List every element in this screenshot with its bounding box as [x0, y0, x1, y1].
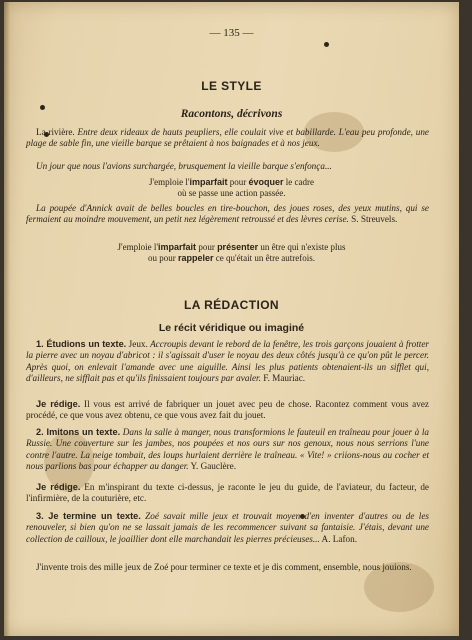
grammar-note-line	[4, 242, 459, 253]
author-name: S. Streuvels.	[348, 214, 398, 225]
note-keyword: présenter	[217, 242, 259, 252]
author-name: Y. Gauclère.	[188, 460, 237, 471]
redige-1	[26, 399, 429, 422]
paragraph-barque	[26, 161, 429, 172]
exercise-1	[26, 339, 429, 384]
paragraph-text: Un jour que nous l'avions surchargée, brusquement la vieille barque s'enfonça...	[36, 161, 332, 171]
section-title-redaction: LA RÉDACTION	[183, 298, 280, 312]
note-keyword: imparfait	[158, 242, 197, 252]
redige-label: Je rédige.	[36, 399, 81, 409]
note-text: un être qui n'existe plus	[258, 242, 346, 252]
exercise-text: Zoé savait mille jeux et trouvait moyen d'en inventer d'autres ou de les renouveler, si bien qu'on ne se lassait jamais de les recommencer suivant sa fantaisie. J'étais, devant une collection de cailloux, le joaillier dont elle marchandait les pierres précieuses...	[26, 511, 429, 544]
exercise-text: Accroupis devant le rebord de la fenêtre, les trois garçons jouaient à frotter la pierre avec un noyau d'abricot : il s'agissait d'user le noyau des deux côtés jusqu'à ce qu'on pût le percer. Après quoi, on enlevait l'amande avec une aiguille. Ainsi les plus patients obtenaient-ils un sifflet qui, d'ailleurs, ne sifflait pas et qu'ils finissaient toujours par avaler.	[26, 339, 430, 383]
redige-text: En m'inspirant du texte ci-dessus, je raconte le jeu du guide, de l'aviateur, du facteur, de l'infirmière, de la couturière, etc.	[26, 482, 429, 504]
note-text: le cadre	[283, 177, 314, 187]
grammar-note-line	[4, 253, 459, 264]
exercise-3	[26, 511, 429, 545]
grammar-note-2	[4, 242, 459, 264]
note-text: ou pour	[147, 253, 178, 263]
note-text: pour	[196, 242, 218, 252]
page-number: — 135 —	[209, 27, 254, 39]
grammar-note-1	[4, 177, 459, 199]
note-text: ce qu'était un être autrefois.	[213, 253, 316, 263]
paragraph-riviere	[26, 127, 429, 150]
section-subtitle-style: Racontons, décrivons	[180, 108, 283, 120]
redige-label: Je rédige.	[36, 482, 81, 492]
note-text: pour	[227, 177, 249, 187]
note-text: J'emploie l'	[148, 177, 190, 187]
book-page	[4, 2, 459, 636]
paragraph-lead: La rivière.	[36, 127, 75, 137]
final-text: J'invente trois des mille jeux de Zoé pour terminer ce texte et je dis comment, ensemble, nous jouions.	[36, 562, 412, 572]
paragraph-poupee	[26, 203, 429, 226]
exercise-label: 1. Étudions un texte.	[36, 339, 127, 349]
exercise-label: 3. Je termine un texte.	[36, 511, 141, 521]
section-title-style: LE STYLE	[201, 79, 262, 93]
final-instruction	[26, 562, 429, 573]
section-subtitle-redaction: Le récit véridique ou imaginé	[158, 322, 305, 334]
note-keyword: imparfait	[189, 177, 228, 187]
author-name: F. Mauriac.	[260, 372, 306, 383]
exercise-label: 2. Imitons un texte.	[36, 427, 121, 437]
binding-shadow	[4, 2, 10, 636]
note-text: J'emploie l'	[117, 242, 159, 252]
exercise-heading: Jeux.	[126, 339, 148, 349]
paper-hole	[324, 42, 329, 47]
redige-text: Il vous est arrivé de fabriquer un jouet avec peu de chose. Racontez comment vous avez procédé, ce que vous avez obtenu, ce que vous avez fait du jouet.	[26, 399, 429, 421]
paragraph-text: La poupée d'Annick avait de belles boucles en tire-bouchon, des joues roses, des yeux mutins, qui se fermaient au moindre mouvement, un petit nez légèrement retroussé et des lèvres cerise.	[26, 203, 429, 225]
exercise-text: Dans la salle à manger, nous transformions le fauteuil en traîneau pour jouer à la Russie. Une couverture sur les jambes, nos poupées et nos ours sur nos genoux, nous nous serrions l'une contre l'autre. La neige tombait, des loups hurlaient derrière le traîneau. « Vite! » criions-nous au cocher et nous parlions bas pour échapper au danger.	[26, 427, 429, 471]
author-name: A. Lafon.	[319, 533, 358, 544]
grammar-note-line: où se passe une action passée.	[177, 188, 286, 198]
redige-2	[26, 482, 429, 505]
note-keyword: évoquer	[248, 177, 284, 187]
note-keyword: rappeler	[177, 253, 214, 263]
grammar-note-line	[4, 177, 459, 188]
exercise-2	[26, 427, 429, 472]
paragraph-text: Entre deux rideaux de hauts peupliers, elle coulait vive et babillarde. L'eau peu profonde, une plage de sable fin, une vieille barque se prêtaient à nos baignades et à nos jeux.	[26, 127, 429, 149]
